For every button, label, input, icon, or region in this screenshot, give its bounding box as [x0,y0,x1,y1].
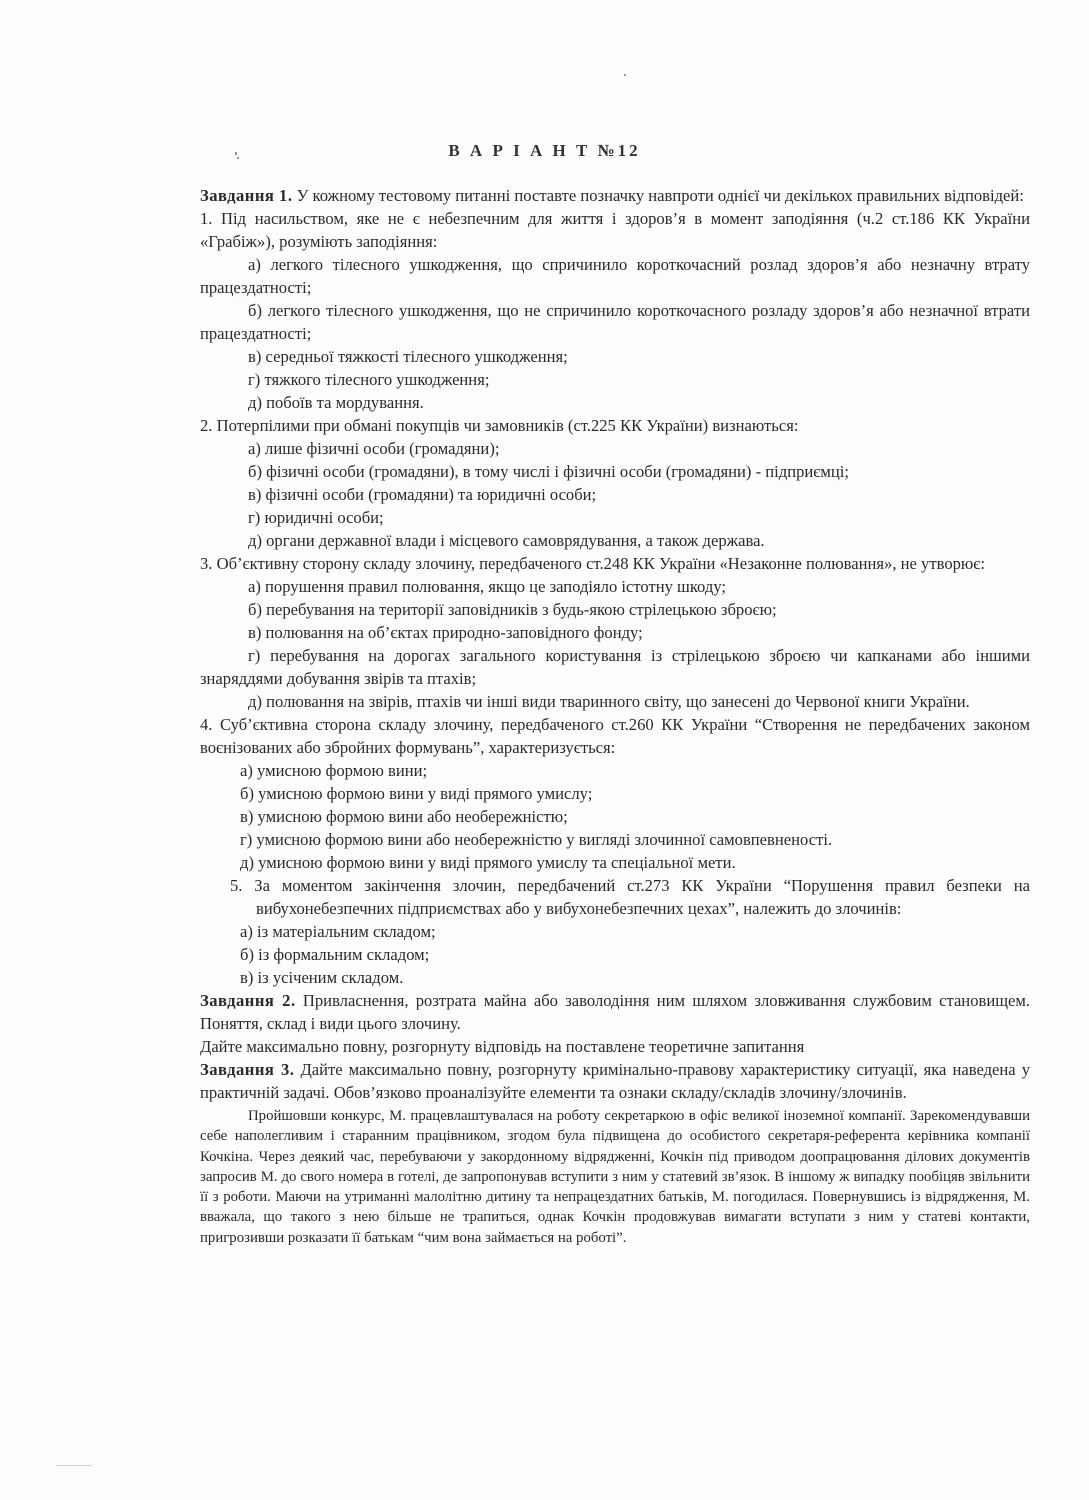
q2-option-a: а) лише фізичні особи (громадяни); [248,439,500,458]
case-text: Пройшовши конкурс, М. працевлаштувалася на роботу секретаркою в офіс великої іноземної компанії. Зарекомендувавши себе наполегливим і старанним працівником, згодом була підвищена до особистого секретаря-референта керівника компанії Кочкіна. Через деякий час, перебуваючи у закордонному відрядженні, Кочкін під приводом доопрацювання ділових документів запросив М. до свого номера в готелі, де запропонував вступити з ним у статевий зв’язок. В іншому ж випадку пообіцяв звільнити її з роботи. Маючи на утриманні малолітню дитину та непрацездатних батьків, М. погодилася. Повернувшись із відрядження, М. вважала, що такого з нею більше не трапиться, однак Кочкін продовжував вимагати вступати з ним у статеві контакти, пригрозивши розказати її батькам “чим вона займається на роботі”. [200,1108,1030,1246]
task1-text: У кожному тестовому питанні поставте позначку навпроти однієї чи декількох правильних відповідей: [292,186,1024,205]
task2-text: Привласнення, розтрата майна або заволодіння ним шляхом зловживання службовим становищем. Поняття, склад і види цього злочину. [200,991,1030,1033]
task1-paragraph [200,184,1030,207]
question-5: 5. За моментом закінчення злочин, передбачений ст.273 КК України “Порушення правил безпеки на вибухонебезпечних підприємствах або у вибухонебезпечних цехах”, належить до злочинів: [230,876,1030,918]
q1-option-d: г) тяжкого тілесного ушкодження; [248,370,490,389]
q3-option-e: д) полювання на звірів, птахів чи інші види тваринного світу, що занесені до Червоної книги України. [248,692,970,711]
scan-mark [56,1465,92,1466]
q3-option-a: а) порушення правил полювання, якщо це заподіяло істотну шкоду; [248,577,727,596]
q5-option-a: а) із матеріальним складом; [240,922,436,941]
page-title: В А Р І А Н Т №12 [448,141,641,160]
question-4: 4. Суб’єктивна сторона складу злочину, передбаченого ст.260 КК України “Створення не передбачених законом воєнізованих або збройних формувань”, характеризується: [200,715,1030,757]
q3-option-d: г) перебування на дорогах загального користування із стрілецькою зброєю чи капканами або іншими знаряддями добування звірів та птахів; [200,646,1030,688]
question-3: 3. Об’єктивну сторону складу злочину, передбаченого ст.248 КК України «Незаконне полювання», не утворює: [200,554,986,573]
q5-option-b: б) із формальним складом; [240,945,430,964]
q1-option-c: в) середньої тяжкості тілесного ушкодження; [248,347,568,366]
q2-option-e: д) органи державної влади і місцевого самоврядування, а також держава. [248,531,765,550]
task1-label: Завдання 1. [200,186,293,205]
question-1: 1. Під насильством, яке не є небезпечним для життя і здоров’я в момент заподіяння (ч.2 ст.186 КК України «Грабіж»), розуміють заподіяння: [200,209,1030,251]
task3-text: Дайте максимально повну, розгорнуту кримінально-правову характеристику ситуації, яка наведена у практичній задачі. Обов’язково проаналізуйте елементи та ознаки складу/складів злочину/злочинів. [200,1060,1030,1102]
task3-paragraph [200,1058,1030,1104]
q4-option-c: в) умисною формою вини або необережністю; [240,807,568,826]
task3-label: Завдання 3. [200,1060,295,1079]
q4-option-e: д) умисною формою вини у виді прямого умислу та спеціальної мети. [240,853,736,872]
question-2: 2. Потерпілими при обмані покупців чи замовників (ст.225 КК України) визнаються: [200,416,799,435]
q2-option-c: в) фізичні особи (громадяни) та юридичні особи; [248,485,597,504]
task2-label: Завдання 2. [200,991,296,1010]
task2-paragraph [200,989,1030,1035]
q4-option-d: г) умисною формою вини або необережністю у вигляді злочинної самовпевненості. [240,830,833,849]
q4-option-a: а) умисною формою вини; [240,761,428,780]
q3-option-c: в) полювання на об’єктах природно-заповідного фонду; [248,623,643,642]
q3-option-b: б) перебування на території заповідників з будь-якою стрілецькою зброєю; [248,600,777,619]
q4-option-b: б) умисною формою вини у виді прямого умислу; [240,784,593,803]
q1-option-e: д) побоїв та мордування. [248,393,424,412]
task2-note: Дайте максимально повну, розгорнуту відповідь на поставлене теоретичне запитання [200,1037,805,1056]
document-body [200,184,1030,1248]
scan-speck [624,74,626,76]
q2-option-b: б) фізичні особи (громадяни), в тому числі і фізичні особи (громадяни) - підприємці; [248,462,849,481]
q2-option-d: г) юридичні особи; [248,508,384,527]
q1-option-a: а) легкого тілесного ушкодження, що спричинило короткочасний розлад здоров’я або незначну втрату працездатності; [200,255,1030,297]
q5-option-c: в) із усіченим складом. [240,968,404,987]
q1-option-b: б) легкого тілесного ушкодження, що не спричинило короткочасного розладу здоров’я або незначної втрати працездатності; [200,301,1030,343]
